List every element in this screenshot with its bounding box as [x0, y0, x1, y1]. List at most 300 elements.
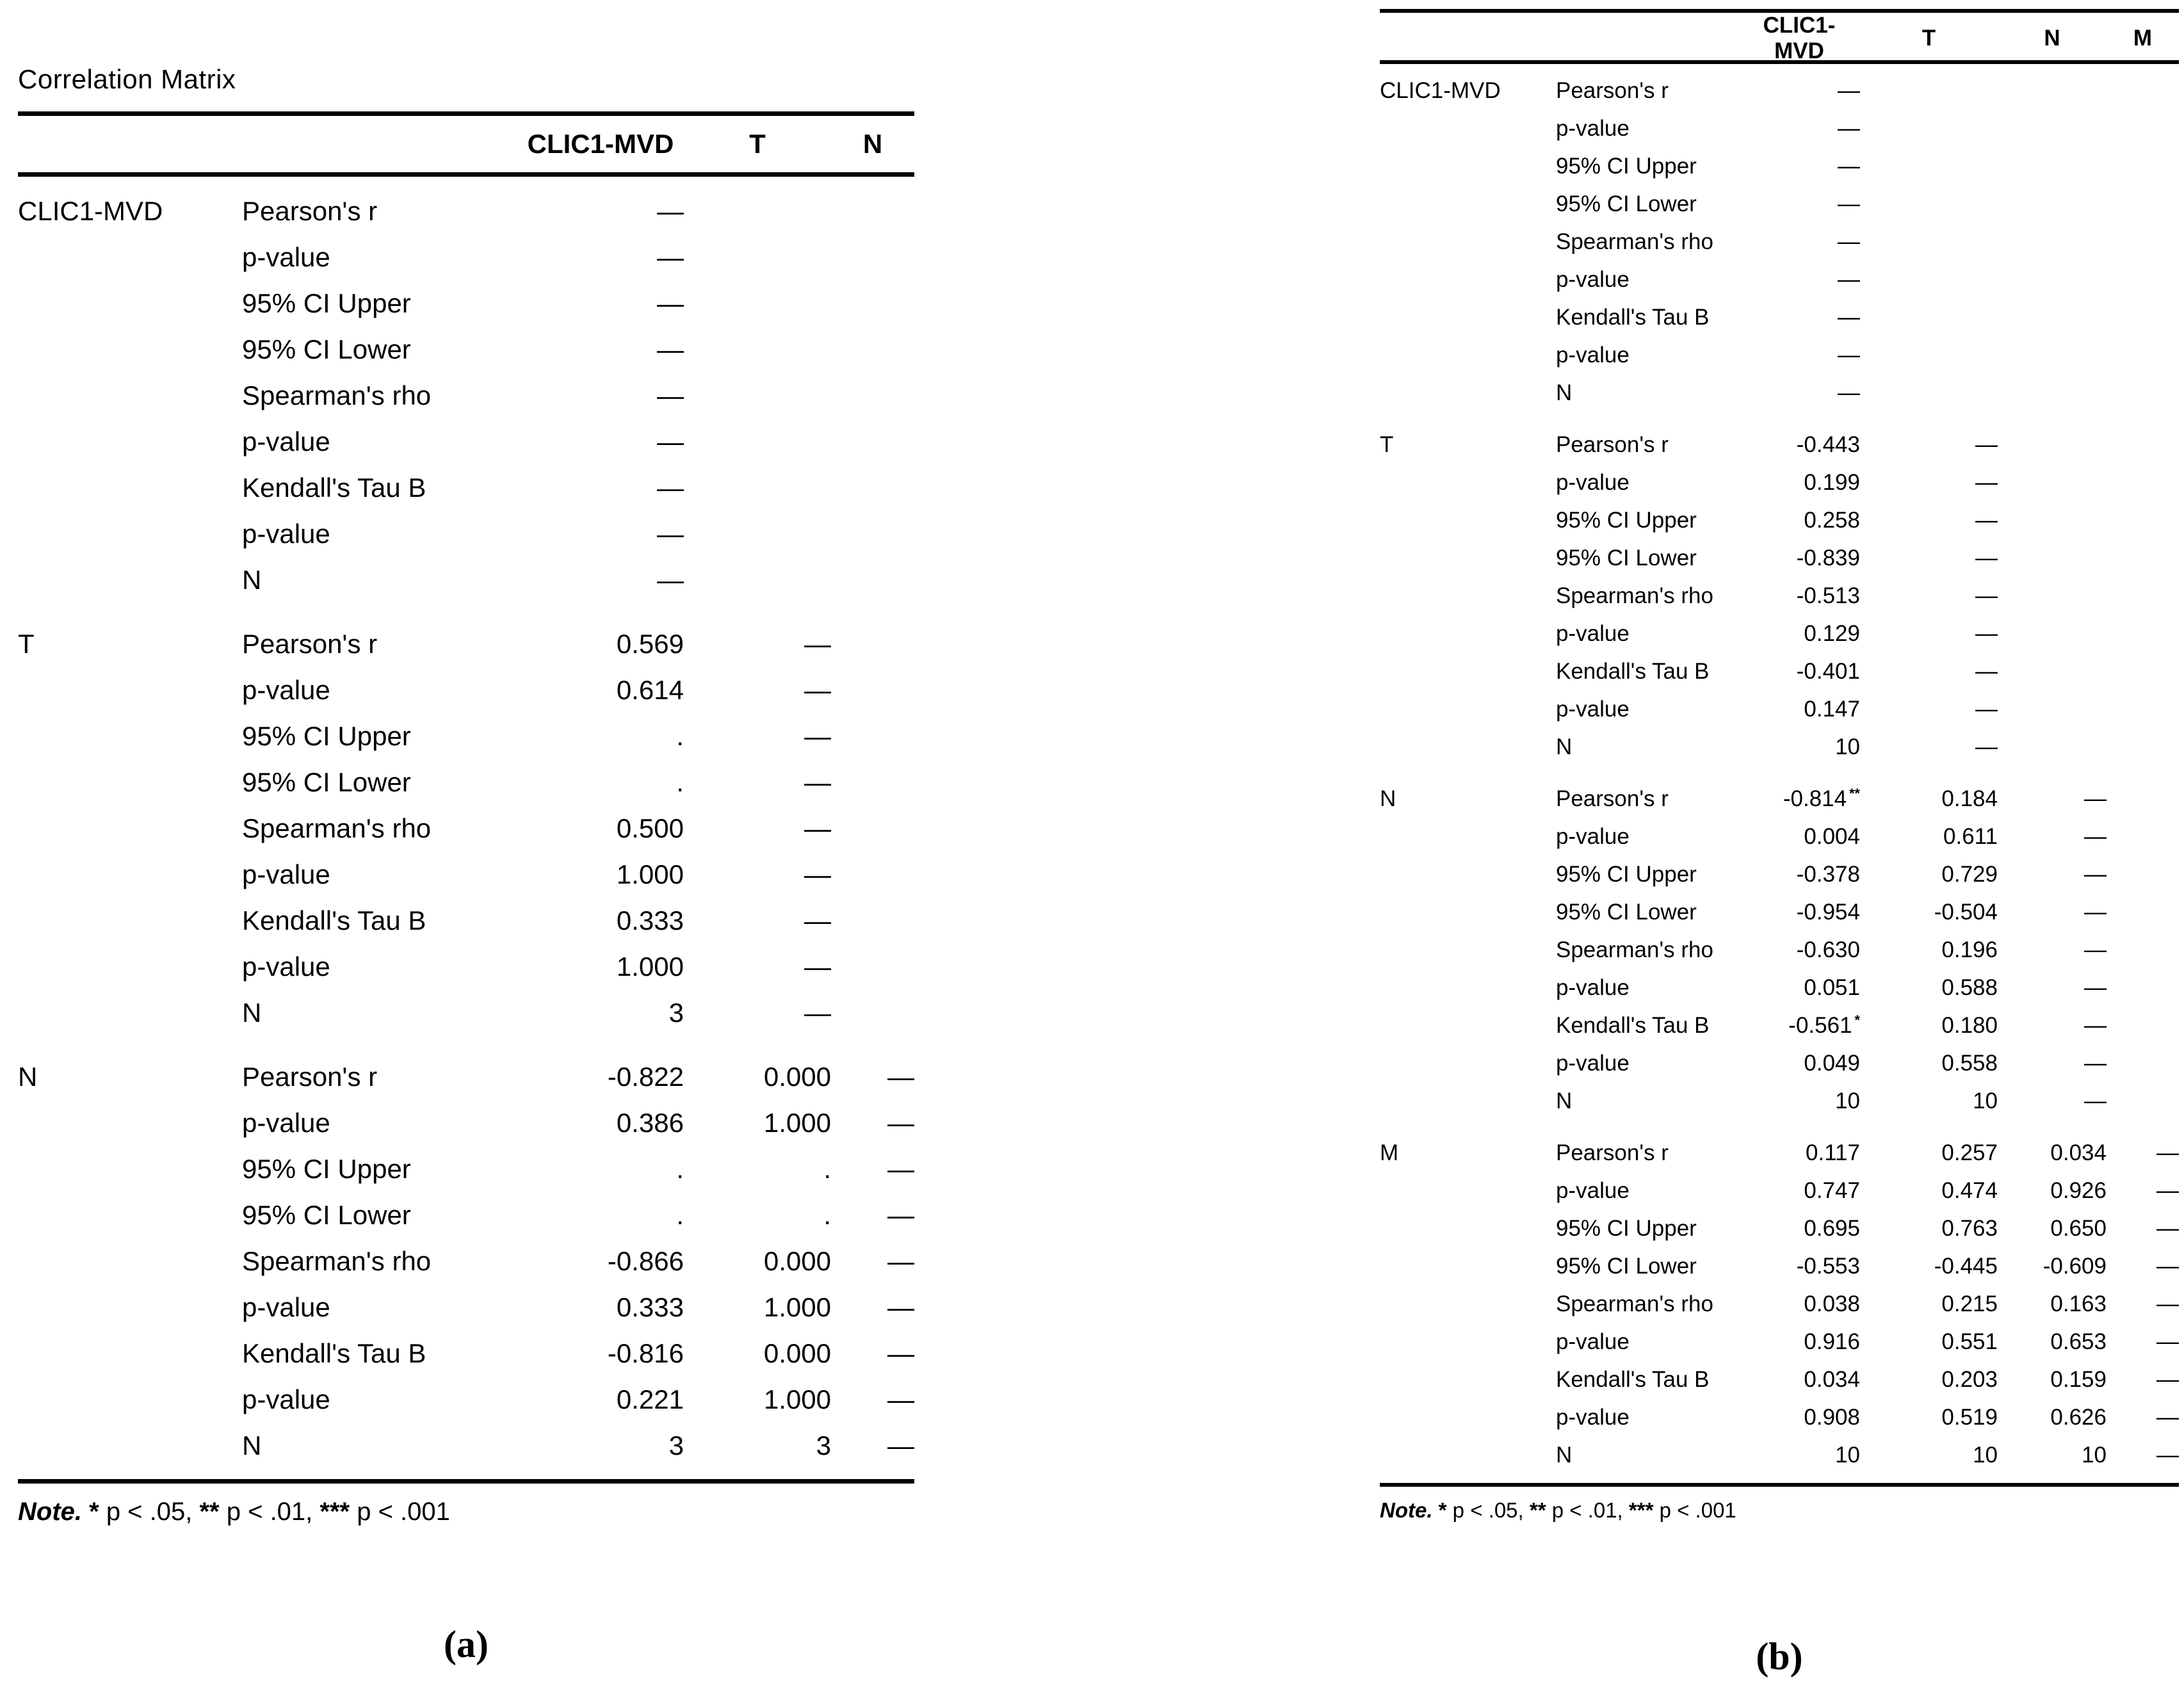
cell-value: 0.199 [1804, 469, 1860, 495]
cell-value: -0.504 [1934, 899, 1998, 925]
cell-value: — [804, 951, 831, 982]
cell-value: . [676, 1200, 684, 1230]
stat-label: p-value [242, 859, 330, 889]
cell-value: — [804, 905, 831, 935]
cell-value: — [1838, 229, 1860, 254]
table-row [1380, 501, 2179, 539]
stat-label: 95% CI Lower [242, 767, 411, 797]
cell-value: — [657, 565, 684, 595]
cell-value: 10 [1973, 1088, 1998, 1113]
cell-value: — [1975, 583, 1998, 608]
cell-value: — [1838, 153, 1860, 179]
stat-label: p-value [242, 675, 330, 705]
table-row [18, 1423, 914, 1469]
cell-value: — [1838, 77, 1860, 103]
table-row [18, 1284, 914, 1331]
cell-value: 0.004 [1804, 823, 1860, 849]
table-row [1380, 728, 2179, 766]
cell-value: — [2084, 937, 2107, 962]
stat-label: Pearson's r [242, 629, 378, 659]
table-row [18, 713, 914, 759]
column-header-t: T [749, 129, 766, 159]
table-row [1380, 931, 2179, 969]
cell-value: 10 [1835, 734, 1860, 759]
cell-value: 1.000 [616, 951, 684, 982]
cell-value: -0.816 [607, 1338, 684, 1368]
cell-value: 3 [668, 998, 684, 1028]
cell-value: 0.051 [1804, 975, 1860, 1000]
top-rule [18, 111, 914, 116]
cell-value: — [804, 859, 831, 889]
stat-label: 95% CI Lower [1556, 899, 1697, 925]
correlation-table-a [18, 64, 914, 1667]
table-row [1380, 464, 2179, 501]
stat-label: Kendall's Tau B [1556, 658, 1710, 684]
group-label: T [1380, 432, 1394, 457]
cell-value: 0.196 [1941, 937, 1998, 962]
stat-label: p-value [1556, 620, 1630, 646]
bottom-rule [1380, 1483, 2179, 1487]
cell-value: 0.611 [1943, 823, 1998, 849]
table-row [18, 1192, 914, 1238]
note-text: ** [1529, 1498, 1546, 1522]
cell-value: 0.650 [2050, 1215, 2107, 1241]
cell-value: 0.159 [2050, 1366, 2107, 1392]
cell-value: 0.038 [1804, 1291, 1860, 1316]
cell-value: — [2084, 975, 2107, 1000]
stat-label: 95% CI Upper [242, 288, 411, 318]
stat-label: p-value [1556, 266, 1630, 292]
table-title: Correlation Matrix [18, 64, 236, 94]
cell-value: . [823, 1200, 831, 1230]
column-header-t: T [1921, 26, 1936, 51]
table-row [1380, 1082, 2179, 1120]
cell-value: — [657, 242, 684, 272]
cell-value: — [887, 1108, 914, 1138]
stat-label: Spearman's rho [1556, 229, 1713, 254]
note-text: p < .01, [1546, 1498, 1629, 1522]
cell-value: 0.916 [1804, 1329, 1860, 1354]
table-note [1380, 1498, 2179, 1523]
table-row [1380, 298, 2179, 336]
group-label: CLIC1-MVD [1380, 77, 1501, 103]
cell-value: — [1975, 696, 1998, 722]
cell-value: -0.630 [1796, 937, 1860, 962]
stat-label: 95% CI Lower [1556, 1253, 1697, 1279]
cell-value: — [1975, 658, 1998, 684]
cell-value: 1.000 [763, 1384, 831, 1414]
cell-value: — [887, 1292, 914, 1322]
note-text: * [89, 1498, 99, 1526]
table-row [18, 898, 914, 944]
cell-value: -0.401 [1796, 658, 1860, 684]
cell-value: — [1975, 432, 1998, 457]
cell-value: 0.163 [2050, 1291, 2107, 1316]
cell-value: 0.588 [1941, 975, 1998, 1000]
cell-value: — [887, 1154, 914, 1184]
note-text: * [1438, 1498, 1447, 1522]
stat-label: Pearson's r [1556, 1140, 1669, 1165]
note-text: p < .001 [1653, 1498, 1736, 1522]
stat-label: 95% CI Lower [1556, 545, 1697, 570]
table-row [18, 511, 914, 557]
stat-label: p-value [242, 1108, 330, 1138]
cell-value: — [1838, 115, 1860, 141]
note-text: p < .01, [219, 1498, 320, 1526]
stat-label: 95% CI Upper [1556, 507, 1697, 533]
stat-label: Spearman's rho [242, 813, 432, 843]
cell-value: 0.386 [616, 1108, 684, 1138]
cell-value: — [887, 1430, 914, 1460]
stat-label: Pearson's r [1556, 77, 1669, 103]
column-header-m: M [2133, 26, 2153, 51]
stat-label: Pearson's r [242, 1062, 378, 1092]
table-row [18, 1377, 914, 1423]
cell-value: -0.839 [1796, 545, 1860, 570]
cell-value: — [2156, 1253, 2179, 1279]
note-text: ** [199, 1498, 220, 1526]
table-body [18, 177, 914, 1479]
cell-value: — [2156, 1404, 2179, 1430]
table-row [18, 419, 914, 465]
cell-value: — [657, 288, 684, 318]
cell-value: — [657, 334, 684, 364]
stat-label: N [1556, 1442, 1573, 1468]
note-label: Note. [1380, 1498, 1433, 1522]
stat-label: 95% CI Upper [242, 1154, 411, 1184]
caption-b: (b) [1756, 1635, 1803, 1678]
note-text [82, 1498, 89, 1526]
cell-value: — [2156, 1140, 2179, 1165]
table-row [18, 234, 914, 280]
stat-label: 95% CI Upper [242, 721, 411, 751]
table-row [1380, 1209, 2179, 1247]
cell-value: -0.553 [1796, 1253, 1860, 1279]
table-row [1380, 72, 2179, 109]
stat-label: p-value [242, 242, 330, 272]
cell-value: 3 [816, 1430, 831, 1460]
cell-value: — [2084, 861, 2107, 887]
cell-value: — [1975, 620, 1998, 646]
table-row [18, 759, 914, 805]
cell-value: 0.551 [1941, 1329, 1998, 1354]
stat-label: Kendall's Tau B [242, 905, 426, 935]
stat-label: p-value [1556, 1404, 1630, 1430]
table-row [1380, 690, 2179, 728]
note-text: *** [320, 1498, 350, 1526]
cell-value: 1.000 [616, 859, 684, 889]
cell-value: — [887, 1200, 914, 1230]
cell-value: 0.203 [1941, 1366, 1998, 1392]
cell-value: 0.729 [1941, 861, 1998, 887]
stat-label: N [1556, 734, 1573, 759]
table-row [1380, 223, 2179, 261]
stat-label: N [242, 1430, 262, 1460]
cell-value: 10 [1835, 1088, 1860, 1113]
cell-value: 0.129 [1804, 620, 1860, 646]
cell-value: — [804, 629, 831, 659]
cell-value: 10 [2082, 1442, 2107, 1468]
cell-value: — [804, 767, 831, 797]
stat-label: Spearman's rho [1556, 1291, 1713, 1316]
cell-value: — [2156, 1329, 2179, 1354]
cell-value: — [657, 426, 684, 457]
stat-label: p-value [242, 426, 330, 457]
table-row [18, 1054, 914, 1100]
stat-label: 95% CI Lower [242, 1200, 411, 1230]
stat-label: 95% CI Upper [1556, 861, 1697, 887]
cell-value: -0.609 [2042, 1253, 2107, 1279]
header-row [18, 116, 914, 172]
table-row [18, 1100, 914, 1146]
cell-value: — [2156, 1366, 2179, 1392]
cell-value: 0.221 [616, 1384, 684, 1414]
cell-value: 0.474 [1941, 1177, 1998, 1203]
table-row [1380, 615, 2179, 652]
table-row [1380, 652, 2179, 690]
cell-value: 0.763 [1941, 1215, 1998, 1241]
cell-value: — [657, 519, 684, 549]
stat-label: Kendall's Tau B [242, 1338, 426, 1368]
table-row [18, 373, 914, 419]
stat-label: Kendall's Tau B [242, 473, 426, 503]
cell-value: — [887, 1384, 914, 1414]
stat-label: p-value [242, 1384, 330, 1414]
cell-value: 0.333 [616, 1292, 684, 1322]
note-text: p < .05, [1446, 1498, 1530, 1522]
cell-value: -0.866 [607, 1246, 684, 1276]
cell-value: — [1838, 266, 1860, 292]
cell-value: -0.814 ** [1783, 784, 1860, 811]
table-row [18, 1331, 914, 1377]
cell-value: — [1838, 191, 1860, 216]
cell-value: 0.258 [1804, 507, 1860, 533]
cell-value: — [1838, 342, 1860, 368]
note-label: Note. [18, 1498, 82, 1526]
table-row [18, 944, 914, 990]
cell-value: 0.034 [2050, 1140, 2107, 1165]
cell-value: . [676, 721, 684, 751]
cell-value: — [887, 1062, 914, 1092]
cell-value: — [2156, 1215, 2179, 1241]
cell-value: 0.180 [1941, 1012, 1998, 1038]
cell-value: — [804, 813, 831, 843]
cell-value: 0.926 [2050, 1177, 2107, 1203]
column-header-clic1-mvd: CLIC1-MVD [1763, 13, 1836, 63]
cell-value: 0.000 [763, 1246, 831, 1276]
stat-label: Spearman's rho [242, 380, 432, 410]
cell-value: — [804, 721, 831, 751]
stat-label: N [242, 565, 262, 595]
table-row [1380, 539, 2179, 577]
table-row [18, 1146, 914, 1192]
cell-value: — [1975, 469, 1998, 495]
table-row [1380, 780, 2179, 818]
group-label: M [1380, 1140, 1399, 1165]
stat-label: Pearson's r [1556, 786, 1669, 811]
stat-label: N [1556, 1088, 1573, 1113]
stat-label: p-value [1556, 469, 1630, 495]
table-row [1380, 818, 2179, 855]
table-row [1380, 1285, 2179, 1323]
table-row [1380, 185, 2179, 223]
table-row [18, 990, 914, 1036]
cell-value: -0.561 * [1788, 1011, 1860, 1038]
header-row [1380, 13, 2179, 63]
table-row [1380, 1361, 2179, 1398]
cell-value: 0.184 [1941, 786, 1998, 811]
table-row [18, 188, 914, 234]
cell-value: 0.614 [616, 675, 684, 705]
cell-value: 10 [1973, 1442, 1998, 1468]
cell-value: — [1975, 507, 1998, 533]
stat-label: Spearman's rho [1556, 937, 1713, 962]
table-row [18, 621, 914, 667]
correlation-table-b [1380, 9, 2179, 1679]
significance-marker: ** [1849, 784, 1860, 801]
cell-value: 0.000 [763, 1338, 831, 1368]
cell-value: 0.558 [1941, 1050, 1998, 1076]
table-row [1380, 1436, 2179, 1474]
cell-value: . [676, 1154, 684, 1184]
cell-value: -0.954 [1796, 899, 1860, 925]
stat-label: p-value [1556, 342, 1630, 368]
cell-value: 0.333 [616, 905, 684, 935]
note-text: p < .05, [99, 1498, 200, 1526]
stat-label: N [242, 998, 262, 1028]
group-label: N [1380, 786, 1396, 811]
stat-label: p-value [242, 1292, 330, 1322]
cell-value: — [1838, 380, 1860, 405]
table-row [1380, 374, 2179, 412]
table-row [1380, 1172, 2179, 1209]
cell-value: 0.747 [1804, 1177, 1860, 1203]
cell-value: — [2156, 1442, 2179, 1468]
table-row [1380, 1044, 2179, 1082]
stat-label: p-value [1556, 1050, 1630, 1076]
table-row [18, 1238, 914, 1284]
stat-label: p-value [242, 951, 330, 982]
stat-label: 95% CI Upper [1556, 153, 1697, 179]
group-label: CLIC1-MVD [18, 196, 163, 226]
stat-label: p-value [1556, 1177, 1630, 1203]
stat-label: Kendall's Tau B [1556, 1012, 1710, 1038]
table-row [1380, 426, 2179, 464]
cell-value: — [2084, 1050, 2107, 1076]
stat-label: p-value [1556, 115, 1630, 141]
table-row [1380, 109, 2179, 147]
cell-value: -0.443 [1796, 432, 1860, 457]
stat-label: p-value [1556, 975, 1630, 1000]
table-row [18, 280, 914, 327]
cell-value: 0.257 [1941, 1140, 1998, 1165]
table-row [18, 805, 914, 852]
cell-value: 10 [1835, 1442, 1860, 1468]
cell-value: 0.000 [763, 1062, 831, 1092]
cell-value: — [1838, 304, 1860, 330]
table-row [18, 667, 914, 713]
table-row [1380, 577, 2179, 615]
cell-value: 0.049 [1804, 1050, 1860, 1076]
cell-value: — [887, 1246, 914, 1276]
table-row [1380, 1134, 2179, 1172]
cell-value: . [823, 1154, 831, 1184]
cell-value: 0.500 [616, 813, 684, 843]
column-header-clic1-mvd: CLIC1-MVD [527, 129, 674, 159]
cell-value: — [657, 196, 684, 226]
table-row [1380, 893, 2179, 931]
header-rule [18, 172, 914, 177]
note-text: p < .001 [350, 1498, 450, 1526]
column-header-n: N [2044, 26, 2060, 51]
cell-value: — [2156, 1177, 2179, 1203]
cell-value: 0.519 [1941, 1404, 1998, 1430]
stat-label: p-value [242, 519, 330, 549]
table-row [1380, 261, 2179, 298]
table-row [1380, 1323, 2179, 1361]
cell-value: — [2156, 1291, 2179, 1316]
stat-label: Pearson's r [1556, 432, 1669, 457]
column-header-n: N [862, 129, 883, 159]
stat-label: p-value [1556, 696, 1630, 722]
table-row [1380, 969, 2179, 1007]
stat-label: 95% CI Lower [242, 334, 411, 364]
cell-value: 0.626 [2050, 1404, 2107, 1430]
cell-value: — [887, 1338, 914, 1368]
cell-value: 1.000 [763, 1292, 831, 1322]
stat-label: Spearman's rho [1556, 583, 1713, 608]
cell-value: — [1975, 545, 1998, 570]
cell-value: -0.513 [1796, 583, 1860, 608]
table-body [1380, 64, 2179, 1483]
cell-value: 0.117 [1806, 1140, 1860, 1165]
stat-label: Pearson's r [242, 196, 378, 226]
group-label: T [18, 629, 35, 659]
table-note [18, 1498, 914, 1526]
cell-value: 0.908 [1804, 1404, 1860, 1430]
cell-value: 1.000 [763, 1108, 831, 1138]
stat-label: p-value [1556, 823, 1630, 849]
table-row [1380, 1007, 2179, 1044]
table-row [1380, 855, 2179, 893]
stat-label: Spearman's rho [242, 1246, 432, 1276]
cell-value: -0.822 [607, 1062, 684, 1092]
bottom-rule [18, 1479, 914, 1484]
cell-value: — [804, 675, 831, 705]
cell-value: -0.445 [1934, 1253, 1998, 1279]
stat-label: 95% CI Upper [1556, 1215, 1697, 1241]
cell-value: -0.378 [1796, 861, 1860, 887]
table-row [1380, 336, 2179, 374]
stat-label: Kendall's Tau B [1556, 304, 1710, 330]
cell-value: — [2084, 899, 2107, 925]
note-text: *** [1628, 1498, 1654, 1522]
significance-marker: * [1854, 1011, 1860, 1028]
cell-value: — [2084, 1088, 2107, 1113]
stat-label: p-value [1556, 1329, 1630, 1354]
table-row [18, 327, 914, 373]
cell-value: — [2084, 823, 2107, 849]
stat-label: 95% CI Lower [1556, 191, 1697, 216]
table-row [1380, 1398, 2179, 1436]
stat-label: N [1556, 380, 1573, 405]
table-row [18, 852, 914, 898]
cell-value: — [2084, 786, 2107, 811]
cell-value: — [1975, 734, 1998, 759]
note-text [1433, 1498, 1439, 1522]
cell-value: — [2084, 1012, 2107, 1038]
stat-label: Kendall's Tau B [1556, 1366, 1710, 1392]
